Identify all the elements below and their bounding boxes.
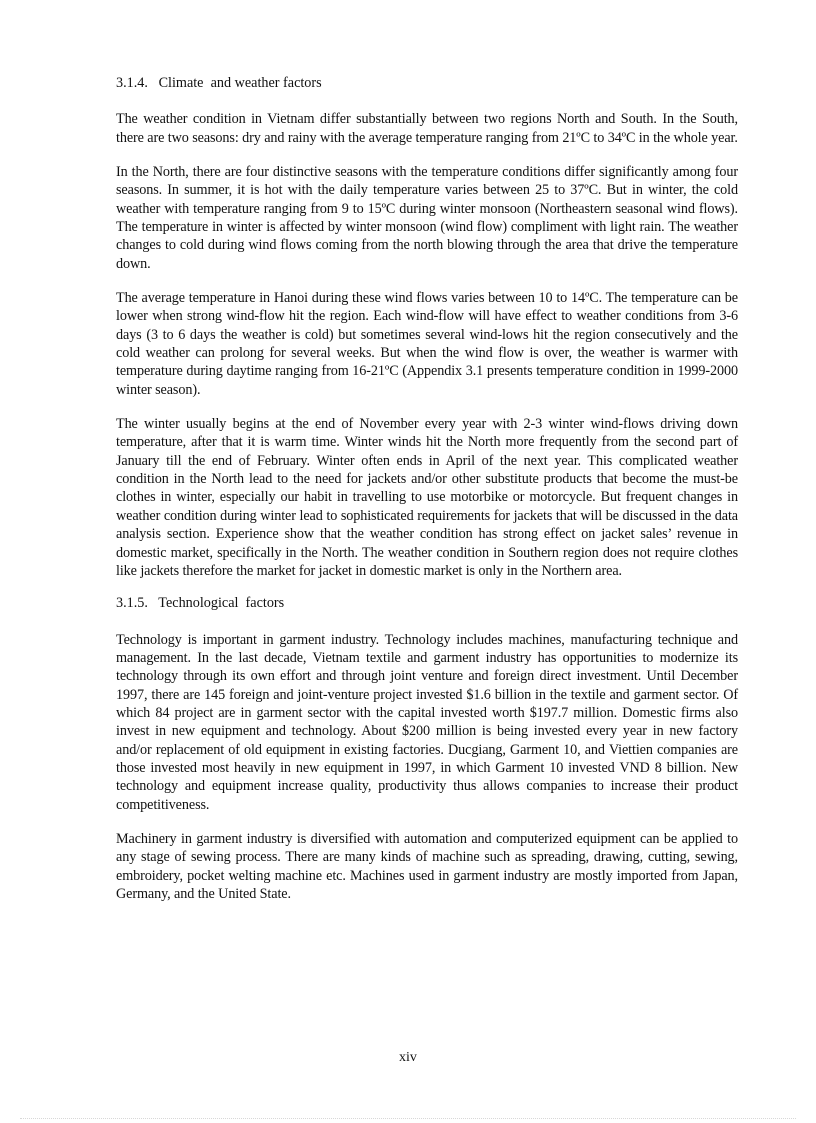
section-heading-climate: 3.1.4. Climate and weather factors <box>116 75 322 91</box>
section-heading-technology: 3.1.5. Technological factors <box>116 595 285 612</box>
page-number: xiv <box>399 1050 417 1065</box>
paragraph-winter-season: The winter usually begins at the end of November every year with 2-3 winter wind-flows driving down temperature, after that it is warm time. Winter winds hit the North more frequently from the second part of January till the end of February. Winter often ends in April of the next year. This complicated weather condition in the North lead to the need for jackets and/or other substitute products that become the must-be clothes in winter, especially our habit in travelling to use motorbike or motorcycle. But frequent changes in weather condition during winter lead to sophisticated requirements for jackets that will be discussed in the data analysis section. Experience show that the weather condition has strong effect on jacket sales’ revenue in domestic market, specifically in the North. The weather condition in Southern region does not require clothes like jackets therefore the market for jacket in domestic market is only in the Northern area. <box>116 416 738 579</box>
paragraph-machinery: Machinery in garment industry is diversified with automation and computerized equipment can be applied to any stage of sewing process. There are many kinds of machine such as spreading, drawing, cutting, sewing, embroidery, pocket welting machine etc. Machines used in garment industry are mostly imported from Japan, Germany, and the United State. <box>116 830 738 902</box>
page-boundary-divider <box>20 1118 796 1119</box>
document-page <box>116 74 738 919</box>
paragraph-north-climate: In the North, there are four distinctive seasons with the temperature conditions differ significantly among four seasons. In summer, it is hot with the daily temperature varies between 25 to 37ºC. But in winter, the cold weather with temperature ranging from 9 to 15ºC during winter monsoon (Northeastern seasonal wind flows). The temperature in winter is affected by winter monsoon (wind flow) compliment with light rain. The weather changes to cold during wind flows coming from the north blowing through the area that drive the temperature down. <box>116 163 738 272</box>
paragraph-south-climate: The weather condition in Vietnam differ substantially between two regions North and South. In the South, there are two seasons: dry and rainy with the average temperature ranging from 21ºC to 34ºC in the whole year. <box>116 111 738 146</box>
paragraph-technology-investment: Technology is important in garment industry. Technology includes machines, manufacturing technique and management. In the last decade, Vietnam textile and garment industry has opportunities to modernize its technology through its own effort and through joint venture and foreign direct investment. Until December 1997, there are 145 foreign and joint-venture project invested $1.6 billion in the textile and garment sector. Of which 84 project are in garment sector with the capital invested worth $197.7 million. Domestic firms also invest in new equipment and technology. About $200 million is being invested every year in new factory and/or replacement of old equipment in existing factories. Ducgiang, Garment 10, and Viettien companies are those invested most heavily in new equipment in 1997, in which Garment 10 invested VND 8 billion. New technology and equipment increase quality, productivity thus allows companies to increase their product competitiveness. <box>116 631 738 813</box>
paragraph-hanoi-temperature: The average temperature in Hanoi during these wind flows varies between 10 to 14ºC. The temperature can be lower when strong wind-flow hit the region. Each wind-flow will have effect to weather conditions from 3-6 days (3 to 6 days the weather is cold) but sometimes several wind-lows hit the region consecutively and the cold weather can prolong for several weeks. But when the wind flow is over, the weather is warmer with temperature during daytime ranging from 16-21ºC (Appendix 3.1 presents temperature condition in 1999-2000 winter season). <box>116 290 738 398</box>
